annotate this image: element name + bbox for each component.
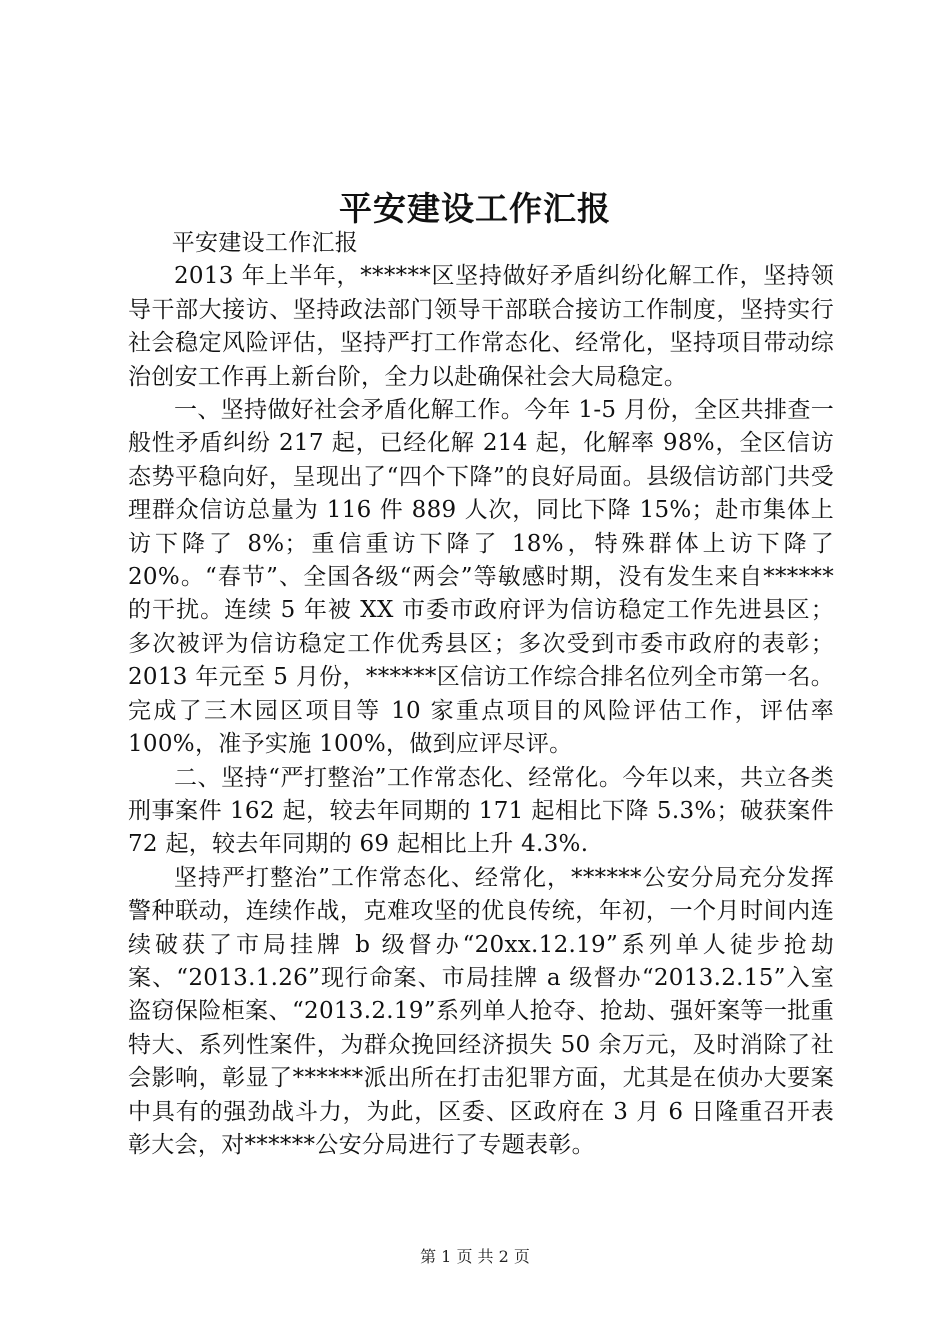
paragraph-subtitle: 平安建设工作汇报 bbox=[171, 230, 359, 256]
paragraph-section-2-detail: 坚持严打整治”工作常态化、经常化，******公安分局充分发挥警种联动，连续作战，克难攻坚的优良传统，年初，一个月时间内连续破获了市局挂牌 b 级督办“20xx.12.19”系列单人徒步抢劫案、“2013.1.26”现行命案、市局挂牌 a 级督办“2013.2.15”入室盗窃保险柜案、“2013.2.19”系列单人抢夺、抢劫、强奸案等一批重特大、系列性案件，为群众挽回经济损失 50 余万元，及时消除了社会影响，彰显了******派出所在打击犯罪方面，尤其是在侦办大要案中具有的强劲战斗力，为此，区委、区政府在 3 月 6 日隆重召开表彰大会，对******公安分局进行了专题表彰。 bbox=[128, 864, 834, 1158]
page-footer: 第 1 页 共 2 页 bbox=[420, 1247, 530, 1266]
paragraph-section-2: 二、坚持“严打整治”工作常态化、经常化。今年以来，共立各类刑事案件 162 起，较去年同期的 171 起相比下降 5.3%；破获案件 72 起，较去年同期的 69 起相比上升 4.3%. bbox=[128, 764, 834, 858]
paragraph-intro: 2013 年上半年，******区坚持做好矛盾纠纷化解工作，坚持领导干部大接访、坚持政法部门领导干部联合接访工作制度，坚持实行社会稳定风险评估，坚持严打工作常态化、经常化，坚持项目带动综治创安工作再上新台阶，全力以赴确保社会大局稳定。 bbox=[128, 263, 834, 390]
document-title: 平安建设工作汇报 bbox=[339, 189, 611, 228]
paragraph-section-1: 一、坚持做好社会矛盾化解工作。今年 1-5 月份，全区共排查一般性矛盾纠纷 217 起，已经化解 214 起，化解率 98%，全区信访态势平稳向好，呈现出了“四个下降”的良好局面。县级信访部门共受理群众信访总量为 116 件 889 人次，同比下降 15%；赴市集体上访下降了 8%；重信重访下降了 18%，特殊群体上访下降了 20%。“春节”、全国各级“两会”等敏感时期，没有发生来自******的干扰。连续 5 年被 XX 市委市政府评为信访稳定工作先进县区；多次被评为信访稳定工作优秀县区；多次受到市委市政府的表彰；2013 年元至 5 月份，******区信访工作综合排名位列全市第一名。完成了三木园区项目等 10 家重点项目的风险评估工作，评估率 100%，准予实施 100%，做到应评尽评。 bbox=[128, 397, 834, 758]
document-body bbox=[128, 227, 834, 1162]
